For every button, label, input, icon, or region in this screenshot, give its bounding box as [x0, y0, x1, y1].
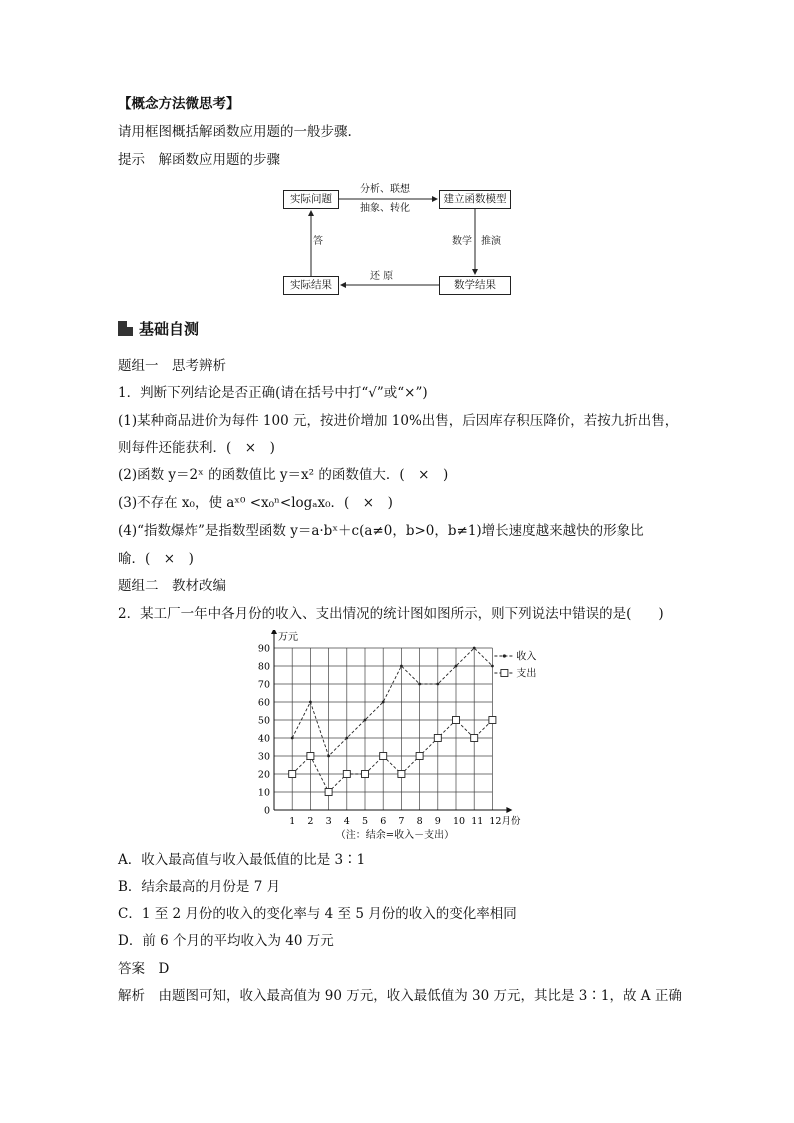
- expense-point: [471, 735, 478, 742]
- income-point: [291, 737, 294, 740]
- flow-box-model: 建立函数模型: [439, 190, 511, 209]
- group1-title: 题组一 思考辨析: [118, 358, 226, 374]
- expense-point: [380, 753, 387, 760]
- flow-box-problem: 实际问题: [283, 190, 339, 209]
- section-title: 基础自测: [139, 320, 200, 338]
- q1-s1-line1: (1)某种商品进价为每件 100 元，按进价增加 10%出售，后因库存积压降价，若按九折出售，: [118, 413, 679, 429]
- x-tick-label: 6: [380, 816, 387, 827]
- expense-point: [307, 753, 314, 760]
- legend-expense-marker: [501, 670, 508, 677]
- flow-label-top-2: 抽象、转化: [360, 203, 410, 214]
- x-tick-label: 2: [307, 816, 314, 827]
- option-b: B．结余最高的月份是 7 月: [118, 879, 281, 895]
- expense-point: [362, 771, 369, 778]
- flow-label-right-2: 推演: [481, 236, 501, 247]
- concept-title: 【概念方法微思考】: [118, 96, 240, 112]
- x-tick-label: 8: [416, 816, 423, 827]
- expense-point: [489, 717, 496, 724]
- flow-label-left: 答: [313, 236, 323, 247]
- y-tick-label: 10: [257, 787, 270, 799]
- y-tick-label: 20: [257, 769, 270, 781]
- y-tick-label: 60: [257, 697, 270, 709]
- y-axis-arrow: [271, 630, 277, 634]
- income-point: [327, 755, 330, 758]
- expense-point: [289, 771, 296, 778]
- flow-label-right-1: 数学: [452, 236, 472, 247]
- chart-note: （注：结余=收入－支出）: [335, 830, 455, 841]
- y-tick-label: 40: [257, 733, 270, 745]
- y-tick-label: 90: [257, 643, 270, 655]
- q1-s1-line2: 则每件还能获利．( × ): [118, 440, 275, 456]
- q1-s4-line1: (4)“指数爆炸”是指数型函数 y＝a·bˣ＋c(a≠0，b>0，b≠1)增长速度越来越快的形象比: [118, 523, 644, 539]
- income-point: [364, 719, 367, 722]
- legend-expense-label: 支出: [516, 668, 537, 680]
- concept-question: 请用框图概括解函数应用题的一般步骤.: [118, 124, 352, 140]
- income-point: [418, 683, 421, 686]
- q2-stem: 2．某工厂一年中各月份的收入、支出情况的统计图如图所示，则下列说法中错误的是( ): [118, 606, 664, 622]
- option-c: C．1 至 2 月份的收入的变化率与 4 至 5 月份的收入的变化率相同: [118, 906, 517, 922]
- expense-point: [434, 735, 441, 742]
- x-tick-label: 10: [453, 816, 466, 827]
- flow-label-bottom: 还 原: [370, 271, 394, 282]
- y-tick-label: 0: [263, 805, 270, 817]
- income-point: [400, 665, 403, 668]
- expense-point: [325, 789, 332, 796]
- x-tick-label: 11: [471, 816, 484, 827]
- expense-point: [343, 771, 350, 778]
- x-tick-label: 3: [325, 816, 332, 827]
- income-point: [436, 683, 439, 686]
- section-heading: [118, 318, 199, 339]
- income-point: [473, 647, 476, 650]
- analysis: 解析 由题图可知，收入最高值为 90 万元，收入最低值为 30 万元，其比是 3∶1，故 A 正确: [118, 988, 682, 1004]
- x-tick-label: 9: [434, 816, 441, 827]
- flow-arrows: [0, 0, 794, 320]
- income-point: [455, 665, 458, 668]
- expense-point: [416, 753, 423, 760]
- income-point: [382, 701, 385, 704]
- q1-s3: (3)不存在 x₀，使 aˣ⁰ <x₀ⁿ<logₐx₀．( × ): [118, 495, 393, 511]
- y-tick-label: 50: [257, 715, 270, 727]
- section-square-icon: [118, 321, 133, 336]
- q1-s4-line2: 喻．( × ): [118, 551, 194, 567]
- x-tick-label: 5: [362, 816, 369, 827]
- income-point: [491, 665, 494, 668]
- x-tick-label: 7: [398, 816, 405, 827]
- x-tick-label: 1: [289, 816, 296, 827]
- y-axis-label: 万元: [278, 632, 298, 643]
- option-d: D．前 6 个月的平均收入为 40 万元: [118, 933, 334, 949]
- expense-point: [398, 771, 405, 778]
- q1-s2: (2)函数 y＝2ˣ 的函数值比 y＝x² 的函数值大．( × ): [118, 467, 449, 483]
- legend-income-label: 收入: [516, 651, 537, 663]
- option-a: A．收入最高值与收入最低值的比是 3∶1: [118, 852, 366, 868]
- y-tick-label: 30: [257, 751, 270, 763]
- y-tick-label: 80: [257, 661, 270, 673]
- x-axis-arrow: [506, 807, 512, 813]
- answer: 答案 D: [118, 961, 170, 977]
- concept-hint: 提示 解函数应用题的步骤: [118, 152, 280, 168]
- income-expense-chart: [250, 630, 540, 845]
- y-tick-label: 70: [257, 679, 270, 691]
- group2-title: 题组二 教材改编: [118, 578, 226, 594]
- x-tick-label: 12月份: [489, 816, 521, 827]
- income-point: [309, 701, 312, 704]
- flow-label-top-1: 分析、联想: [360, 184, 410, 195]
- flow-box-real-result: 实际结果: [283, 276, 339, 295]
- x-tick-label: 4: [343, 816, 350, 827]
- flow-box-math-result: 数学结果: [439, 276, 511, 295]
- legend-income-marker: [503, 654, 506, 657]
- expense-point: [453, 717, 460, 724]
- q1-stem: 1．判断下列结论是否正确(请在括号中打“√”或“×”): [118, 385, 428, 401]
- income-point: [345, 737, 348, 740]
